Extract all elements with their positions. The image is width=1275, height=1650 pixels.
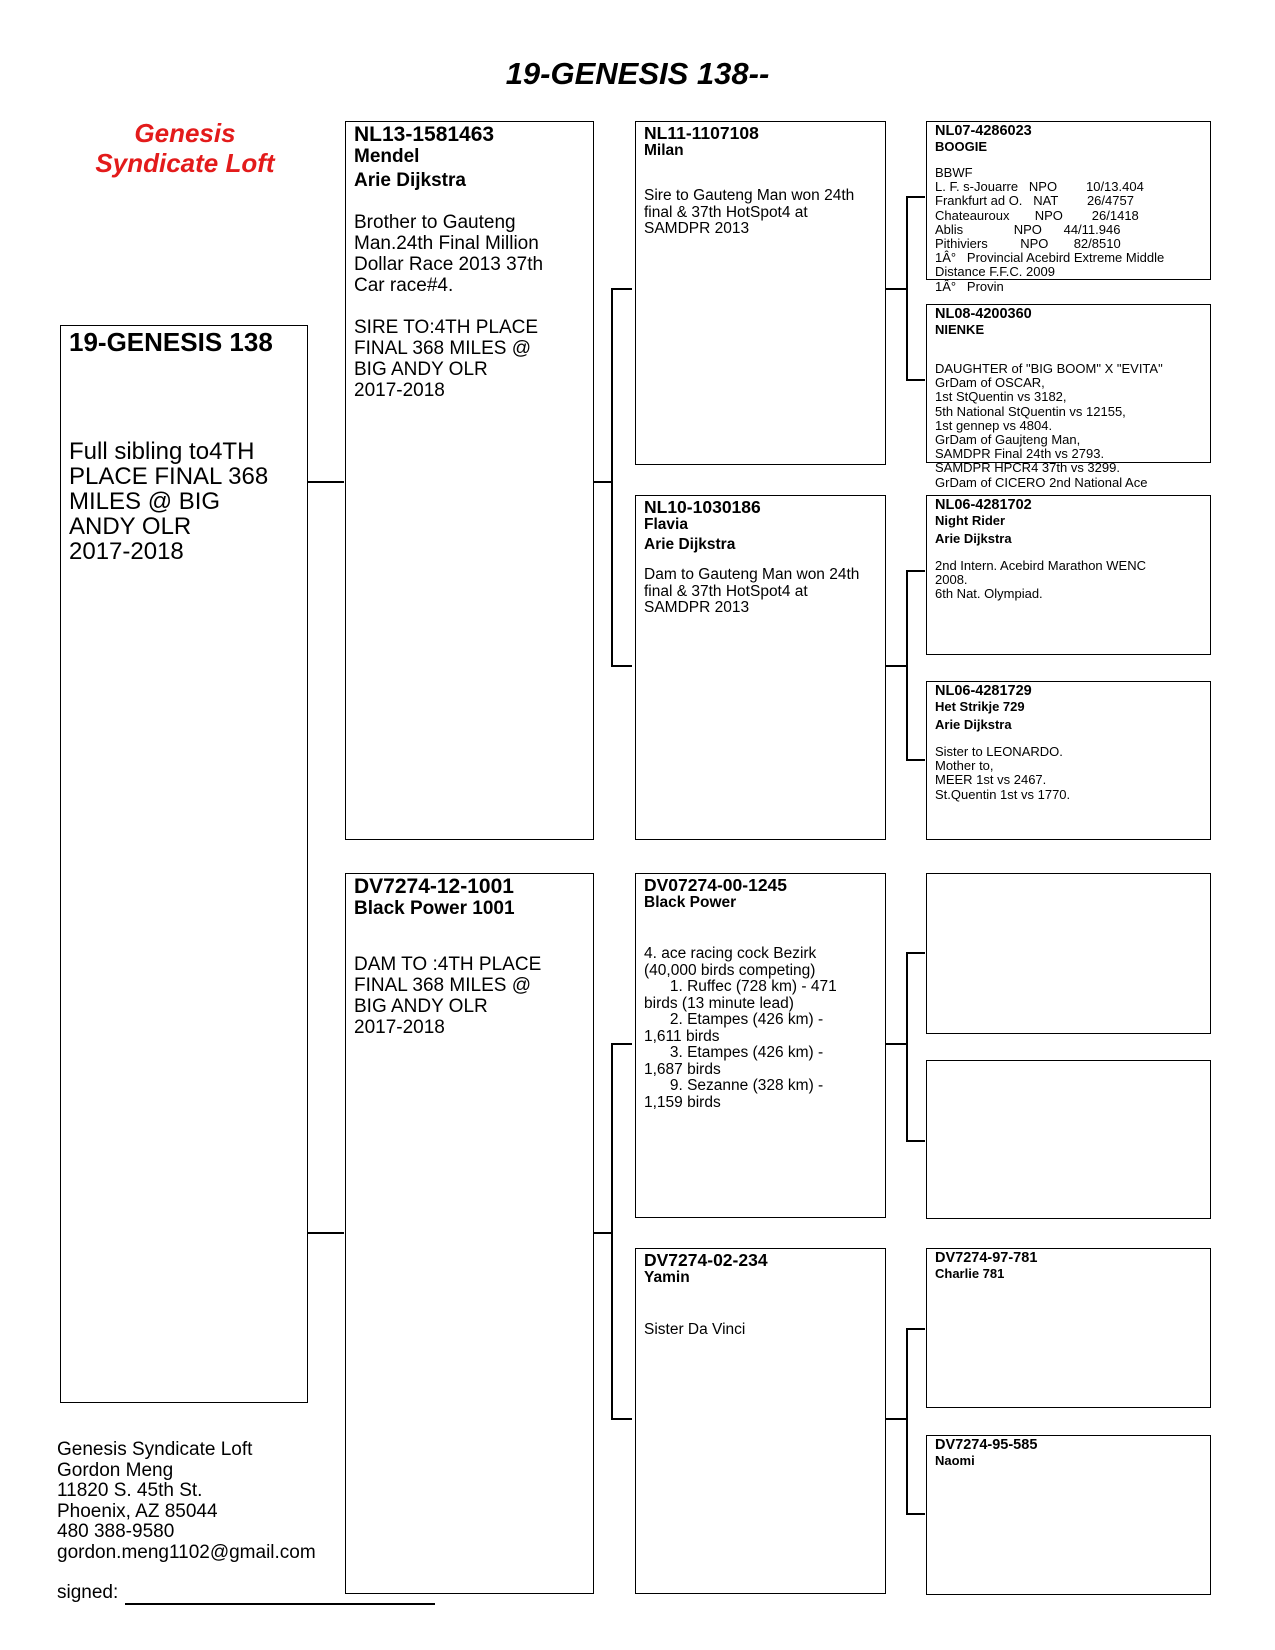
sire-breeder: Arie Dijkstra <box>354 170 466 191</box>
dam-dam-name: Yamin <box>644 1269 690 1286</box>
ssd-name: NIENKE <box>935 322 985 337</box>
ssd-band: NL08-4200360 <box>935 306 1032 322</box>
dsd-box <box>926 1060 1211 1219</box>
loft-name-line-1: Genesis <box>134 118 236 148</box>
dam-description: DAM TO :4TH PLACE FINAL 368 MILES @ BIG ANDY OLR 2017-2018 <box>354 954 542 1038</box>
dds-name: Charlie 781 <box>935 1266 1005 1281</box>
loft-name <box>70 118 300 178</box>
signature-line[interactable] <box>125 1603 435 1605</box>
sire-sire-box <box>635 121 886 465</box>
sds-band: NL06-4281702 <box>935 497 1032 513</box>
sds-box <box>926 495 1211 655</box>
sire-description: Brother to Gauteng Man.24th Final Million Dollar Race 2013 37th Car race#4. SIRE TO:4TH PLACE FINAL 368 MILES @ BIG ANDY OLR 2017-2018 <box>354 212 544 401</box>
sire-dam-band: NL10-1030186 <box>644 497 761 517</box>
sire-dam-box <box>635 495 886 840</box>
dam-name: Black Power 1001 <box>354 898 515 919</box>
subject-band: 19-GENESIS 138 <box>69 327 273 357</box>
contact-street: 11820 S. 45th St. <box>57 1480 203 1501</box>
contact-city: Phoenix, AZ 85044 <box>57 1500 218 1522</box>
sss-name: BOOGIE <box>935 139 988 154</box>
sire-sire-description: Sire to Gauteng Man won 24th final & 37th HotSpot4 at SAMDPR 2013 <box>644 187 855 237</box>
sire-dam-name: Flavia <box>644 516 688 533</box>
ddd-name: Naomi <box>935 1453 975 1468</box>
sire-dam-breeder: Arie Dijkstra <box>644 536 736 553</box>
contact-block <box>57 1440 316 1563</box>
sss-description: BBWF L. F. s-Jouarre NPO 10/13.404 Frankfurt ad O. NAT 26/4757 Chateauroux NPO 26/1418 Ablis NPO 44/11.946 Pithiviers NPO 82/8510 1Â° Provincial Acebird Extreme Middle Distance F.F.C. 2009 1Â° Provin <box>935 165 1165 294</box>
dam-sire-description: 4. ace racing cock Bezirk (40,000 birds competing) 1. Ruffec (728 km) - 471 birds (13 minute lead) 2. Etampes (426 km) - 1,611 birds 3. Etampes (426 km) - 1,687 birds 9. Sezanne (328 km) - 1,159 birds <box>644 945 837 1111</box>
sss-box <box>926 121 1211 294</box>
contact-phone: 480 388-9580 <box>57 1521 175 1542</box>
sds-name: Night Rider <box>935 513 1006 528</box>
sdd-band: NL06-4281729 <box>935 683 1032 699</box>
sire-box <box>345 121 594 840</box>
dam-dam-box <box>635 1248 886 1594</box>
contact-loft: Genesis Syndicate Loft <box>57 1439 253 1460</box>
sdd-breeder: Arie Dijkstra <box>935 717 1012 732</box>
sdd-box <box>926 681 1211 840</box>
dss-box <box>926 873 1211 1034</box>
contact-name: Gordon Meng <box>57 1459 174 1481</box>
sire-sire-name: Milan <box>644 142 684 159</box>
sire-sire-band: NL11-1107108 <box>644 123 759 143</box>
sire-dam-description: Dam to Gauteng Man won 24th final & 37th HotSpot4 at SAMDPR 2013 <box>644 566 860 616</box>
dam-box <box>345 873 594 1594</box>
sds-breeder: Arie Dijkstra <box>935 531 1012 546</box>
sire-name: Mendel <box>354 146 420 167</box>
dam-dam-band: DV7274-02-234 <box>644 1250 768 1270</box>
ddd-box <box>926 1435 1211 1595</box>
dam-band: DV7274-12-1001 <box>354 875 514 898</box>
subject-box <box>60 325 308 1403</box>
subject-description: Full sibling to4TH PLACE FINAL 368 MILES @ BIG ANDY OLR 2017-2018 <box>69 438 269 565</box>
loft-name-line-2: Syndicate Loft <box>95 148 275 178</box>
ddd-band: DV7274-95-585 <box>935 1437 1038 1453</box>
signed-label: signed: <box>57 1582 119 1603</box>
sdd-description: Sister to LEONARDO. Mother to, MEER 1st vs 2467. St.Quentin 1st vs 1770. <box>935 744 1071 802</box>
sss-band: NL07-4286023 <box>935 123 1032 139</box>
ssd-description: DAUGHTER of "BIG BOOM" X "EVITA" GrDam of OSCAR, 1st StQuentin vs 3182, 5th National StQuentin vs 12155, 1st gennep vs 4804. GrDam of Gaujteng Man, SAMDPR Final 24th vs 2793. SAMDPR HPCR4 37th vs 3299. GrDam of CICERO 2nd National Ace <box>935 361 1163 490</box>
sdd-name: Het Strikje 729 <box>935 699 1025 714</box>
contact-email: gordon.meng1102@gmail.com <box>57 1541 316 1563</box>
sire-band: NL13-1581463 <box>354 123 495 146</box>
dam-sire-band: DV07274-00-1245 <box>644 875 788 895</box>
page-title: 19-GENESIS 138-- <box>505 56 770 91</box>
dam-sire-name: Black Power <box>644 894 737 911</box>
dam-dam-description: Sister Da Vinci <box>644 1321 746 1338</box>
ssd-box <box>926 304 1211 490</box>
sds-description: 2nd Intern. Acebird Marathon WENC 2008. 6th Nat. Olympiad. <box>935 558 1146 602</box>
dds-box <box>926 1248 1211 1408</box>
dds-band: DV7274-97-781 <box>935 1250 1038 1266</box>
dam-sire-box <box>635 873 886 1218</box>
